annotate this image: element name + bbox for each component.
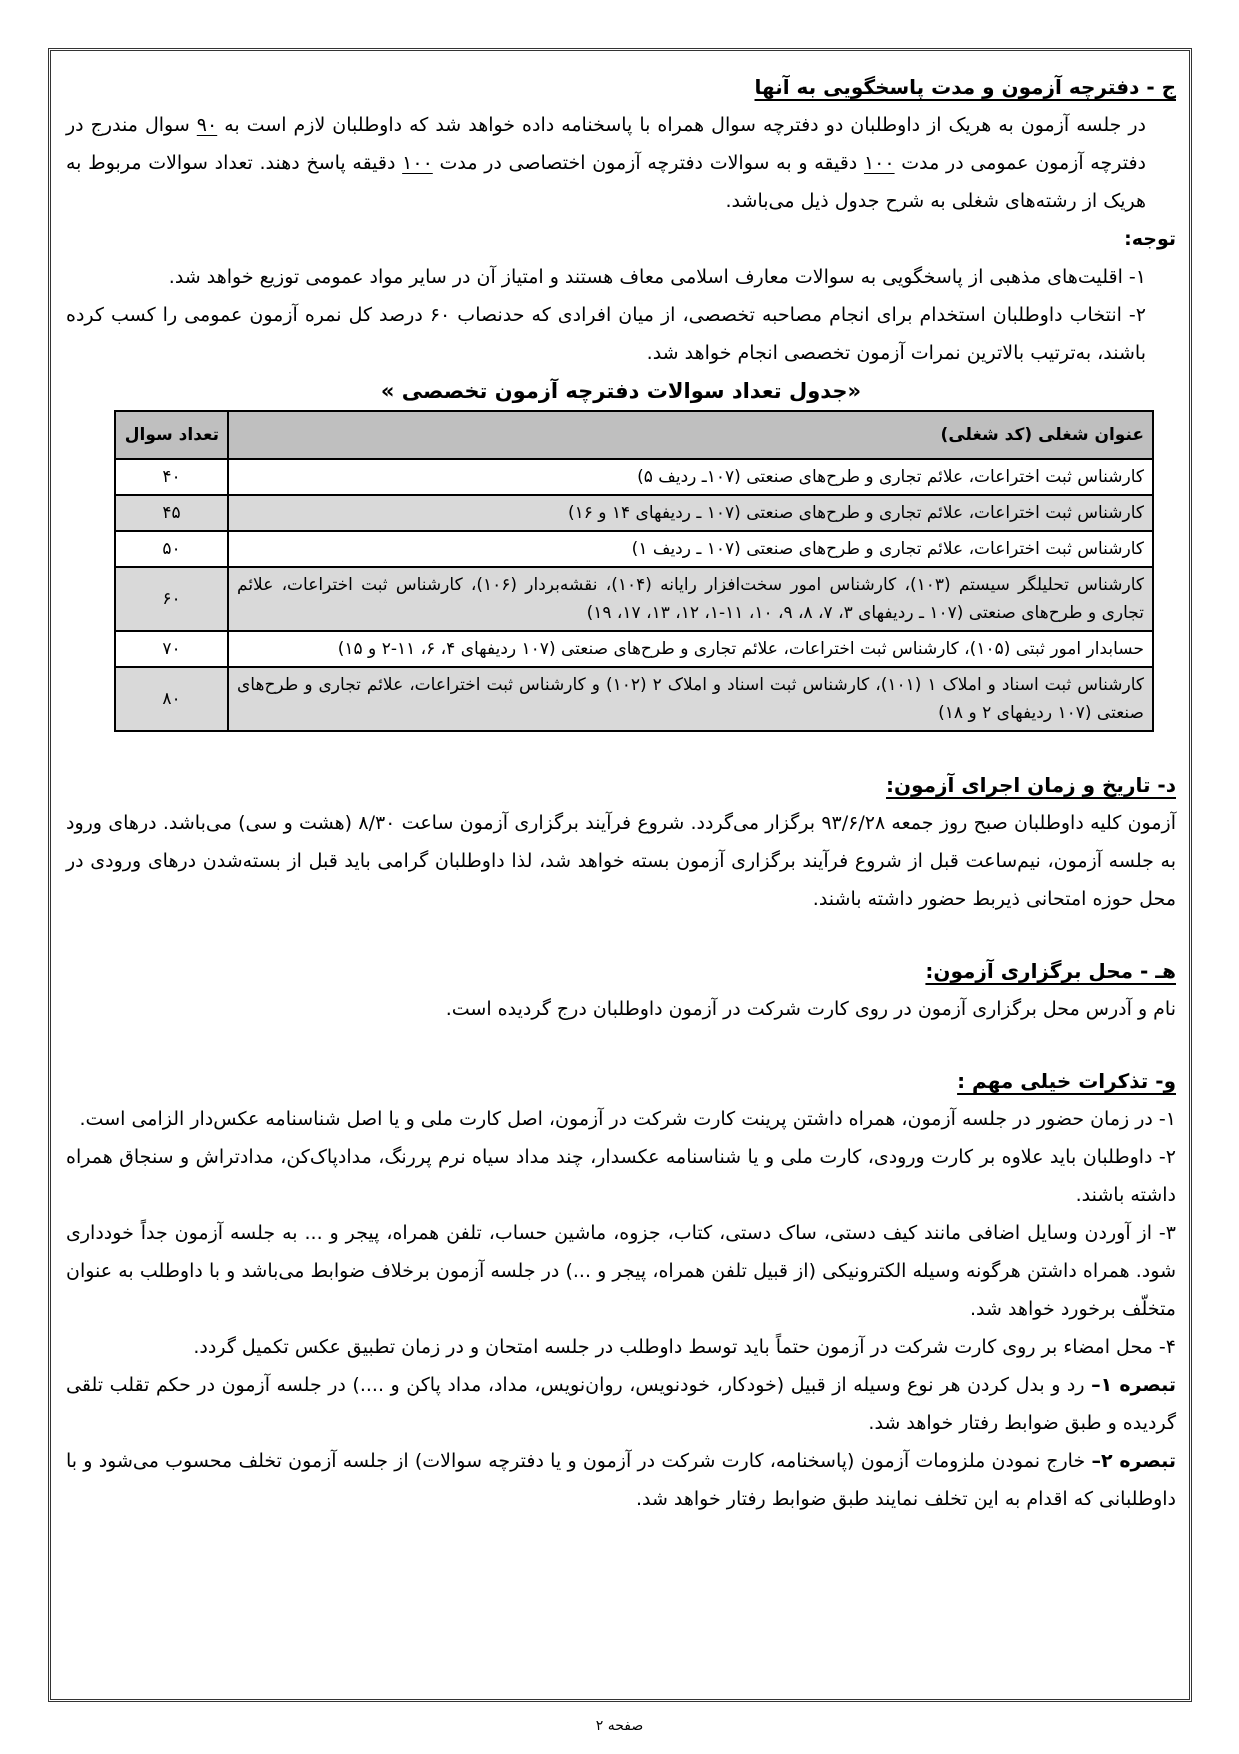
- questions-table: [114, 410, 1154, 732]
- count-cell: ۷۰: [115, 631, 228, 667]
- section-c-paragraph: [66, 106, 1176, 220]
- table-header-row: [115, 411, 1153, 459]
- text-run: دقیقه و به سوالات دفترچه آزمون اختصاصی در مدت: [432, 152, 864, 174]
- job-cell: کارشناس تحلیلگر سیستم (۱۰۳)، کارشناس امور سخت‌افزار رایانه (۱۰۴)، نقشه‌بردار (۱۰۶)، کارشناس ثبت اختراعات، علائم تجاری و طرح‌های صنعتی (۱۰۷ ـ ردیفهای ۳، ۷، ۸، ۹، ۱۰، ۱۱-۱، ۱۲، ۱۳، ۱۷، ۱۹): [228, 567, 1153, 631]
- spacer: [66, 1028, 1176, 1062]
- table-row: [115, 531, 1153, 567]
- note-item-2: ۲- انتخاب داوطلبان استخدام برای انجام مصاحبه تخصصی، از میان افرادی که حدنصاب ۶۰ درصد کل نمره آزمون عمومی را کسب کرده باشند، به‌ترتیب بالاترین نمرات آزمون تخصصی انجام خواهد شد.: [66, 304, 1147, 364]
- job-cell: کارشناس ثبت اختراعات، علائم تجاری و طرح‌های صنعتی (۱۰۷ـ ردیف ۵): [228, 459, 1153, 495]
- table-title: «جدول تعداد سوالات دفترچه آزمون تخصصی »: [380, 379, 862, 403]
- table-row: [115, 459, 1153, 495]
- note-tabsare-1: [66, 1366, 1176, 1442]
- tabsare-2-text: خارج نمودن ملزومات آزمون (پاسخنامه، کارت شرکت در آزمون و یا دفترچه سوالات) از جلسه آزمون تخلف محسوب می‌شود و با داوطلبانی که اقدام به این تخلف نمایند طبق ضوابط رفتار خواهد شد.: [66, 1450, 1176, 1510]
- specialized-duration: ۱۰۰: [402, 152, 433, 174]
- count-cell: ۵۰: [115, 531, 228, 567]
- text-run: سوال مندرج در دفترچه آزمون عمومی در مدت: [66, 114, 1146, 174]
- section-d-text: آزمون کلیه داوطلبان صبح روز جمعه ۹۳/۶/۲۸ برگزار می‌گردد. شروع فرآیند برگزاری آزمون ساعت ۸/۳۰ (هشت و سی) می‌باشد. درهای ورود به جلسه آزمون، نیم‌ساعت قبل از شروع فرآیند برگزاری آزمون بسته خواهد شد، لذا داوطلبان گرامی باید قبل از بسته‌شدن درهای ورودی در محل حوزه امتحانی ذیربط حضور داشته باشند.: [66, 812, 1176, 910]
- job-cell: کارشناس ثبت اختراعات، علائم تجاری و طرح‌های صنعتی (۱۰۷ ـ ردیفهای ۱۴ و ۱۶): [228, 495, 1153, 531]
- text-run: در جلسه آزمون به هریک از داوطلبان دو دفترچه سوال همراه با پاسخنامه داده خواهد شد که داوطلبان لازم است به: [217, 114, 1146, 136]
- job-cell: کارشناس ثبت اسناد و املاک ۱ (۱۰۱)، کارشناس ثبت اسناد و املاک ۲ (۱۰۲) و کارشناس ثبت اختراعات، علائم تجاری و طرح‌های صنعتی (۱۰۷ ردیفهای ۲ و ۱۸): [228, 667, 1153, 731]
- tabsare-2-label: تبصره ۲–: [1091, 1450, 1176, 1472]
- reminder-item-4: ۴- محل امضاء بر روی کارت شرکت در آزمون حتماً باید توسط داوطلب در جلسه امتحان و در زمان تطبیق عکس تکمیل گردد.: [193, 1336, 1176, 1358]
- reminder-item-2: ۲- داوطلبان باید علاوه بر کارت ورودی، کارت ملی و یا شناسنامه عکسدار، چند مداد سیاه نرم پررنگ، مدادپاک‌کن، مدادتراش و سنجاق همراه داشته باشند.: [66, 1146, 1176, 1206]
- note-tabsare-2: [66, 1442, 1176, 1518]
- reminder-item-1: ۱- در زمان حضور در جلسه آزمون، همراه داشتن پرینت کارت شرکت در آزمون، اصل کارت ملی و یا اصل شناسنامه عکس‌دار الزامی است.: [79, 1108, 1176, 1130]
- header-question-count: تعداد سوال: [115, 411, 228, 459]
- reminder-item-3: ۳- از آوردن وسایل اضافی مانند کیف دستی، ساک دستی، کتاب، جزوه، ماشین حساب، تلفن همراه، پیجر و ... به جلسه آزمون جداً خودداری شود. همراه داشتن هرگونه وسیله الکترونیکی (از قبیل تلفن همراه، پیجر و ...) در جلسه آزمون برخلاف ضوابط می‌باشد و با داوطلب به عنوان متخلّف برخورد خواهد شد.: [66, 1222, 1176, 1320]
- section-d-heading: د- تاریخ و زمان اجرای آزمون:: [886, 773, 1176, 797]
- table-row: [115, 495, 1153, 531]
- section-f-heading: و- تذکرات خیلی مهم :: [957, 1069, 1176, 1093]
- count-cell: ۸۰: [115, 667, 228, 731]
- general-duration: ۱۰۰: [863, 152, 895, 174]
- tabsare-1-text: رد و بدل کردن هر نوع وسیله از قبیل (خودکار، خودنویس، روان‌نویس، مداد، مداد پاکن و ....) در جلسه آزمون در حکم تقلب تلقی گردیده و طبق ضوابط رفتار خواهد شد.: [66, 1374, 1176, 1434]
- table-row: [115, 567, 1153, 631]
- section-e-heading: هـ - محل برگزاری آزمون:: [925, 959, 1176, 983]
- count-cell: ۶۰: [115, 567, 228, 631]
- spacer: [66, 732, 1176, 766]
- section-e-text: نام و آدرس محل برگزاری آزمون در روی کارت شرکت در آزمون داوطلبان درج گردیده است.: [445, 998, 1176, 1020]
- table-row: [115, 667, 1153, 731]
- count-cell: ۴۰: [115, 459, 228, 495]
- note-item-1: ۱- اقلیت‌های مذهبی از پاسخگویی به سوالات معارف اسلامی معاف هستند و امتیاز آن در سایر مواد عمومی توزیع خواهد شد.: [168, 266, 1146, 288]
- tabsare-1-label: تبصره ۱–: [1091, 1374, 1176, 1396]
- section-c-heading: ج - دفترچه آزمون و مدت پاسخگویی به آنها: [754, 75, 1176, 99]
- spacer: [66, 918, 1176, 952]
- note-label: توجه:: [1124, 228, 1176, 250]
- page-number: صفحه ۲: [595, 1718, 644, 1734]
- count-cell: ۴۵: [115, 495, 228, 531]
- job-cell: حسابدار امور ثبتی (۱۰۵)، کارشناس ثبت اختراعات، علائم تجاری و طرح‌های صنعتی (۱۰۷ ردیفهای ۴، ۶، ۱۱-۲ و ۱۵): [228, 631, 1153, 667]
- question-count: ۹۰: [196, 114, 218, 136]
- table-row: [115, 631, 1153, 667]
- job-cell: کارشناس ثبت اختراعات، علائم تجاری و طرح‌های صنعتی (۱۰۷ ـ ردیف ۱): [228, 531, 1153, 567]
- document-body: [66, 68, 1176, 1518]
- header-job-title: عنوان شغلی (کد شغلی): [228, 411, 1153, 459]
- text-run: دقیقه پاسخ دهند. تعداد سوالات مربوط به هریک از رشته‌های شغلی به شرح جدول ذیل می‌باشد.: [66, 152, 1146, 212]
